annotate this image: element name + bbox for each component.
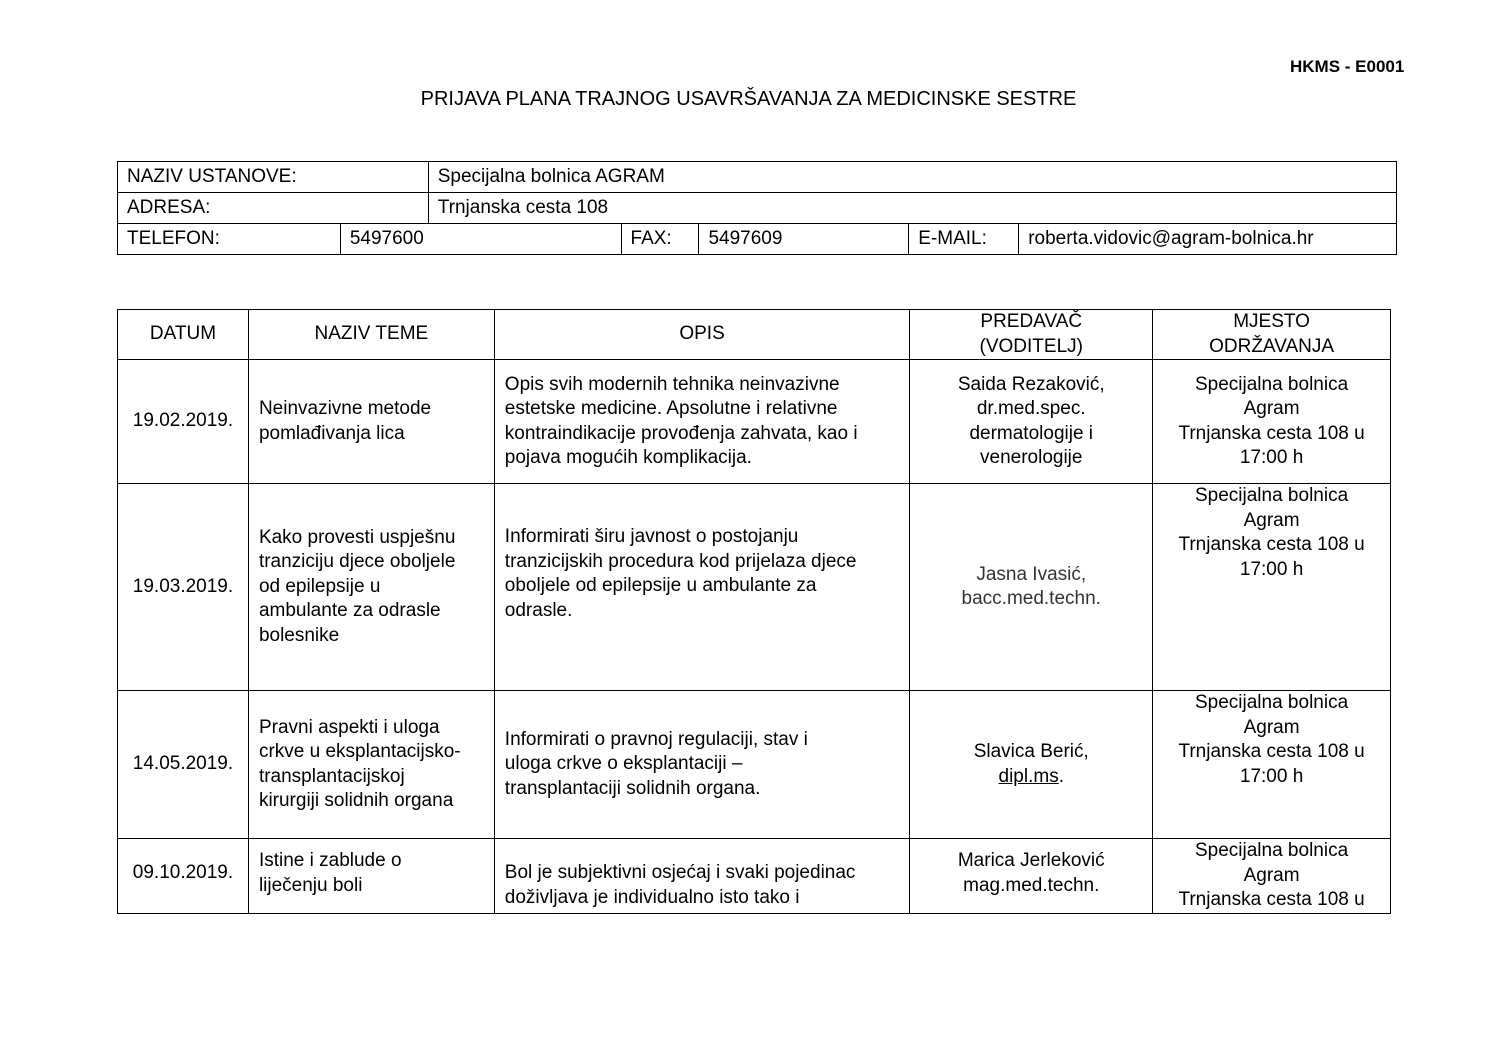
header-place-line2: ODRŽAVANJA xyxy=(1209,335,1335,357)
header-lecturer xyxy=(910,310,1153,360)
row-description xyxy=(494,691,910,839)
topic-line: crkve u eksplantacijsko- xyxy=(258,741,461,762)
row-lecturer xyxy=(910,360,1153,484)
phone-value: 5497600 xyxy=(340,224,621,255)
desc-line: uloga crkve o eksplantaciji – xyxy=(504,753,743,775)
lecturer-line: bacc.med.techn. xyxy=(961,588,1101,609)
desc-line: estetske medicine. Apsolutne i relativne xyxy=(504,398,838,419)
lecturer-line: venerologije xyxy=(980,447,1083,468)
place-line: Trnjanska cesta 108 u xyxy=(1178,741,1365,762)
lecturer-suffix: . xyxy=(1058,765,1064,787)
institution-name-value: Specijalna bolnica AGRAM xyxy=(428,162,1396,193)
place-line: Agram xyxy=(1243,864,1300,886)
institution-table xyxy=(117,161,1397,255)
desc-line: Informirati širu javnost o postojanju xyxy=(504,526,799,547)
row-lecturer xyxy=(910,691,1153,839)
table-row xyxy=(118,360,1391,484)
desc-line: pojava mogućih komplikacija. xyxy=(504,447,752,468)
desc-line: odrasle. xyxy=(504,599,573,621)
email-label: E-MAIL: xyxy=(909,224,1019,255)
topic-line: pomlađivanja lica xyxy=(258,422,405,444)
header-place xyxy=(1153,310,1391,360)
lecturer-line: dr.med.spec. xyxy=(976,398,1086,419)
row-place xyxy=(1153,839,1391,914)
desc-line: Opis svih modernih tehnika neinvazivne xyxy=(504,373,840,395)
header-description: OPIS xyxy=(494,310,910,360)
desc-line: Informirati o pravnoj regulaciji, stav i xyxy=(504,728,808,750)
header-date: DATUM xyxy=(118,310,249,360)
institution-name-label: NAZIV USTANOVE: xyxy=(118,162,429,193)
row-description xyxy=(494,360,910,484)
place-line: Trnjanska cesta 108 u xyxy=(1178,889,1365,910)
place-line: Trnjanska cesta 108 u xyxy=(1178,422,1365,444)
topic-line: bolesnike xyxy=(258,624,340,646)
place-line: 17:00 h xyxy=(1239,765,1304,787)
lecturer-line: Jasna Ivasić, xyxy=(976,563,1087,585)
row-topic xyxy=(248,691,494,839)
topic-line: Pravni aspekti i uloga xyxy=(258,716,440,738)
address-value: Trnjanska cesta 108 xyxy=(428,193,1396,224)
row-place xyxy=(1153,360,1391,484)
row-place xyxy=(1153,484,1391,691)
header-topic: NAZIV TEME xyxy=(248,310,494,360)
place-line: Specijalna bolnica xyxy=(1194,485,1349,506)
row-description xyxy=(494,484,910,691)
lecturer-line: dermatologije i xyxy=(969,422,1094,444)
topic-line: tranziciju djece oboljele xyxy=(258,551,456,573)
topic-line: Neinvazivne metode xyxy=(258,398,432,419)
row-date: 14.05.2019. xyxy=(118,691,249,839)
table-row xyxy=(118,691,1391,839)
row-lecturer xyxy=(910,839,1153,914)
lecturer-line xyxy=(910,765,1152,790)
form-code: HKMS - E0001 xyxy=(1290,57,1405,76)
institution-contact-row xyxy=(118,224,1397,255)
header-place-line1: MJESTO xyxy=(1233,311,1310,332)
row-description xyxy=(494,839,910,914)
row-date: 19.02.2019. xyxy=(118,360,249,484)
lecturer-line: Slavica Berić, xyxy=(973,741,1089,762)
header-lecturer-line2: (VODITELJ) xyxy=(979,335,1083,357)
plan-header-row xyxy=(118,310,1391,360)
desc-line: tranzicijskih procedura kod prijelaza djece xyxy=(504,550,857,572)
plan-table xyxy=(117,309,1391,914)
lecturer-line: Marica Jerleković xyxy=(957,850,1105,871)
institution-name-row xyxy=(118,162,1397,193)
row-place xyxy=(1153,691,1391,839)
topic-line: liječenju boli xyxy=(258,874,363,896)
address-label: ADRESA: xyxy=(118,193,429,224)
lecturer-line: Saida Rezaković, xyxy=(957,373,1105,395)
topic-line: kirurgiji solidnih organa xyxy=(258,790,454,811)
row-date: 09.10.2019. xyxy=(118,839,249,914)
row-lecturer xyxy=(910,484,1153,691)
email-value: roberta.vidovic@agram-bolnica.hr xyxy=(1019,224,1397,255)
desc-line: Bol je subjektivni osjećaj i svaki pojedinac xyxy=(504,862,856,883)
phone-label: TELEFON: xyxy=(118,224,341,255)
document-title: PRIJAVA PLANA TRAJNOG USAVRŠAVANJA ZA MEDICINSKE SESTRE xyxy=(420,88,1077,110)
lecturer-title-link[interactable]: dipl.ms xyxy=(998,765,1059,787)
lecturer-line: mag.med.techn. xyxy=(963,874,1100,896)
fax-value: 5497609 xyxy=(699,224,909,255)
desc-line: doživljava je individualno isto tako i xyxy=(504,886,800,908)
place-line: 17:00 h xyxy=(1239,447,1304,468)
row-topic xyxy=(248,839,494,914)
desc-line: oboljele od epilepsije u ambulante za xyxy=(504,575,817,596)
place-line: 17:00 h xyxy=(1239,558,1304,580)
place-line: Trnjanska cesta 108 u xyxy=(1178,534,1365,555)
institution-address-row xyxy=(118,193,1397,224)
topic-line: Istine i zablude o xyxy=(258,850,402,871)
fax-label: FAX: xyxy=(621,224,699,255)
topic-line: transplantacijskoj xyxy=(258,765,405,787)
header-lecturer-line1: PREDAVAČ xyxy=(980,311,1083,332)
place-line: Specijalna bolnica xyxy=(1194,692,1349,713)
place-line: Agram xyxy=(1243,509,1300,531)
place-line: Agram xyxy=(1243,716,1300,738)
table-row xyxy=(118,484,1391,691)
row-topic xyxy=(248,360,494,484)
desc-line: kontraindikacije provođenja zahvata, kao i xyxy=(504,422,858,444)
place-line: Specijalna bolnica xyxy=(1194,840,1349,861)
table-row xyxy=(118,839,1391,914)
topic-line: Kako provesti uspješnu xyxy=(258,526,456,548)
topic-line: ambulante za odrasle xyxy=(258,600,441,622)
place-line: Agram xyxy=(1243,398,1300,419)
row-date: 19.03.2019. xyxy=(118,484,249,691)
place-line: Specijalna bolnica xyxy=(1194,373,1349,395)
desc-line: transplantaciji solidnih organa. xyxy=(504,777,761,799)
row-topic xyxy=(248,484,494,691)
topic-line: od epilepsije u xyxy=(258,575,381,597)
